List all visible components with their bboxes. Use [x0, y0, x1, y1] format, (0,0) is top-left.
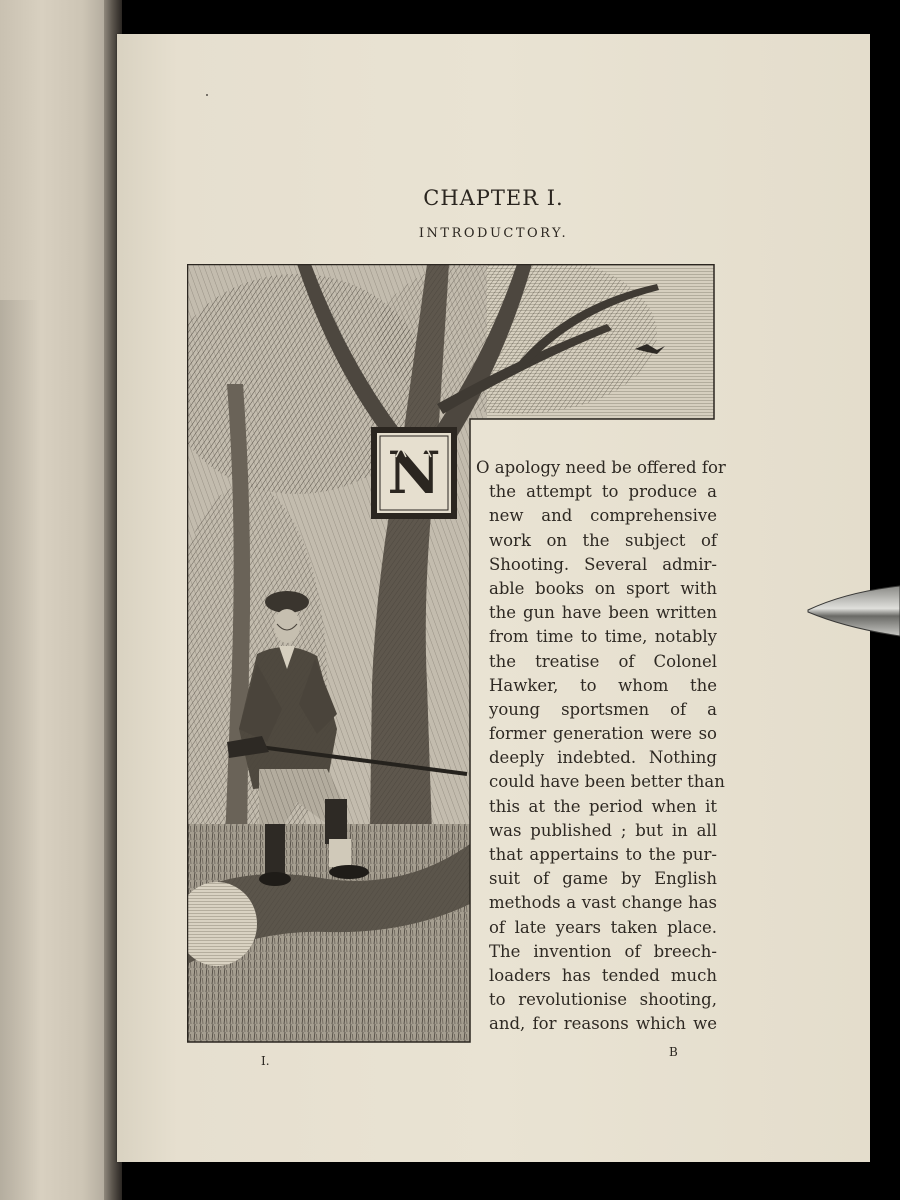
text-line: deeply indebted. Nothing [489, 748, 717, 768]
text-line: and, for reasons which we [489, 1014, 717, 1034]
chapter-title: CHAPTER I. [423, 186, 564, 210]
text-line: from time to time, notably [489, 627, 717, 647]
text-line: new and comprehensive [489, 506, 717, 526]
drop-initial-n [371, 427, 457, 519]
text-line: this at the period when it [489, 796, 717, 816]
text-line: the gun have been written [489, 603, 717, 623]
text-line: Hawker, to whom the [489, 675, 717, 695]
text-line: could have been better than [489, 772, 725, 792]
page-pointer-clip [806, 582, 900, 640]
text-line: of late years taken place. [489, 917, 717, 937]
body-paragraph [476, 456, 726, 1037]
text-line: suit of game by English [489, 869, 717, 889]
volume-mark: I. [261, 1054, 270, 1068]
text-line: the treatise of Colonel [489, 651, 717, 671]
text-line: was published ; but in all [489, 820, 717, 840]
facing-page [0, 0, 118, 1200]
facing-page-shadow [0, 300, 40, 1200]
text-line: that appertains to the pur- [489, 845, 717, 864]
text-line: methods a vast change has [489, 893, 717, 913]
paper-speck [206, 94, 208, 96]
text-line: O apology need be offered for [476, 458, 726, 477]
text-line: former generation were so [489, 724, 717, 744]
text-line: the attempt to produce a [489, 482, 717, 502]
chapter-subtitle: INTRODUCTORY. [418, 226, 569, 241]
text-line: to revolutionise shooting, [489, 990, 717, 1010]
text-line: Shooting. Several admir- [489, 554, 717, 574]
text-line: young sportsmen of a [489, 699, 717, 719]
text-line: able books on sport with [489, 578, 717, 598]
book-page [117, 34, 870, 1162]
text-line: The invention of breech- [489, 941, 717, 961]
svg-text:N: N [387, 439, 441, 507]
text-line: loaders has tended much [489, 965, 717, 985]
text-line: work on the subject of [489, 530, 717, 550]
signature-mark: B [669, 1045, 678, 1059]
